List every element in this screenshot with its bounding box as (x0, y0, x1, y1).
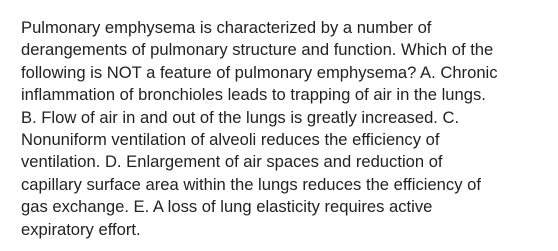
question-line: expiratory effort. (21, 219, 141, 239)
question-line: ventilation. D. Enlargement of air spaces and reduction of (21, 152, 443, 172)
question-line: inflammation of bronchioles leads to trapping of air in the lungs. (21, 85, 486, 105)
question-line: Nonuniform ventilation of alveoli reduces the efficiency of (21, 130, 440, 150)
question-line: gas exchange. E. A loss of lung elasticity requires active (21, 197, 433, 217)
question-line: derangements of pulmonary structure and function. Which of the (21, 40, 494, 60)
question-line: following is NOT a feature of pulmonary emphysema? A. Chronic (21, 62, 498, 82)
question-line: capillary surface area within the lungs reduces the efficiency of (21, 174, 481, 194)
question-line: Pulmonary emphysema is characterized by a number of (21, 18, 432, 37)
question-line: B. Flow of air in and out of the lungs is greatly increased. C. (21, 107, 460, 127)
